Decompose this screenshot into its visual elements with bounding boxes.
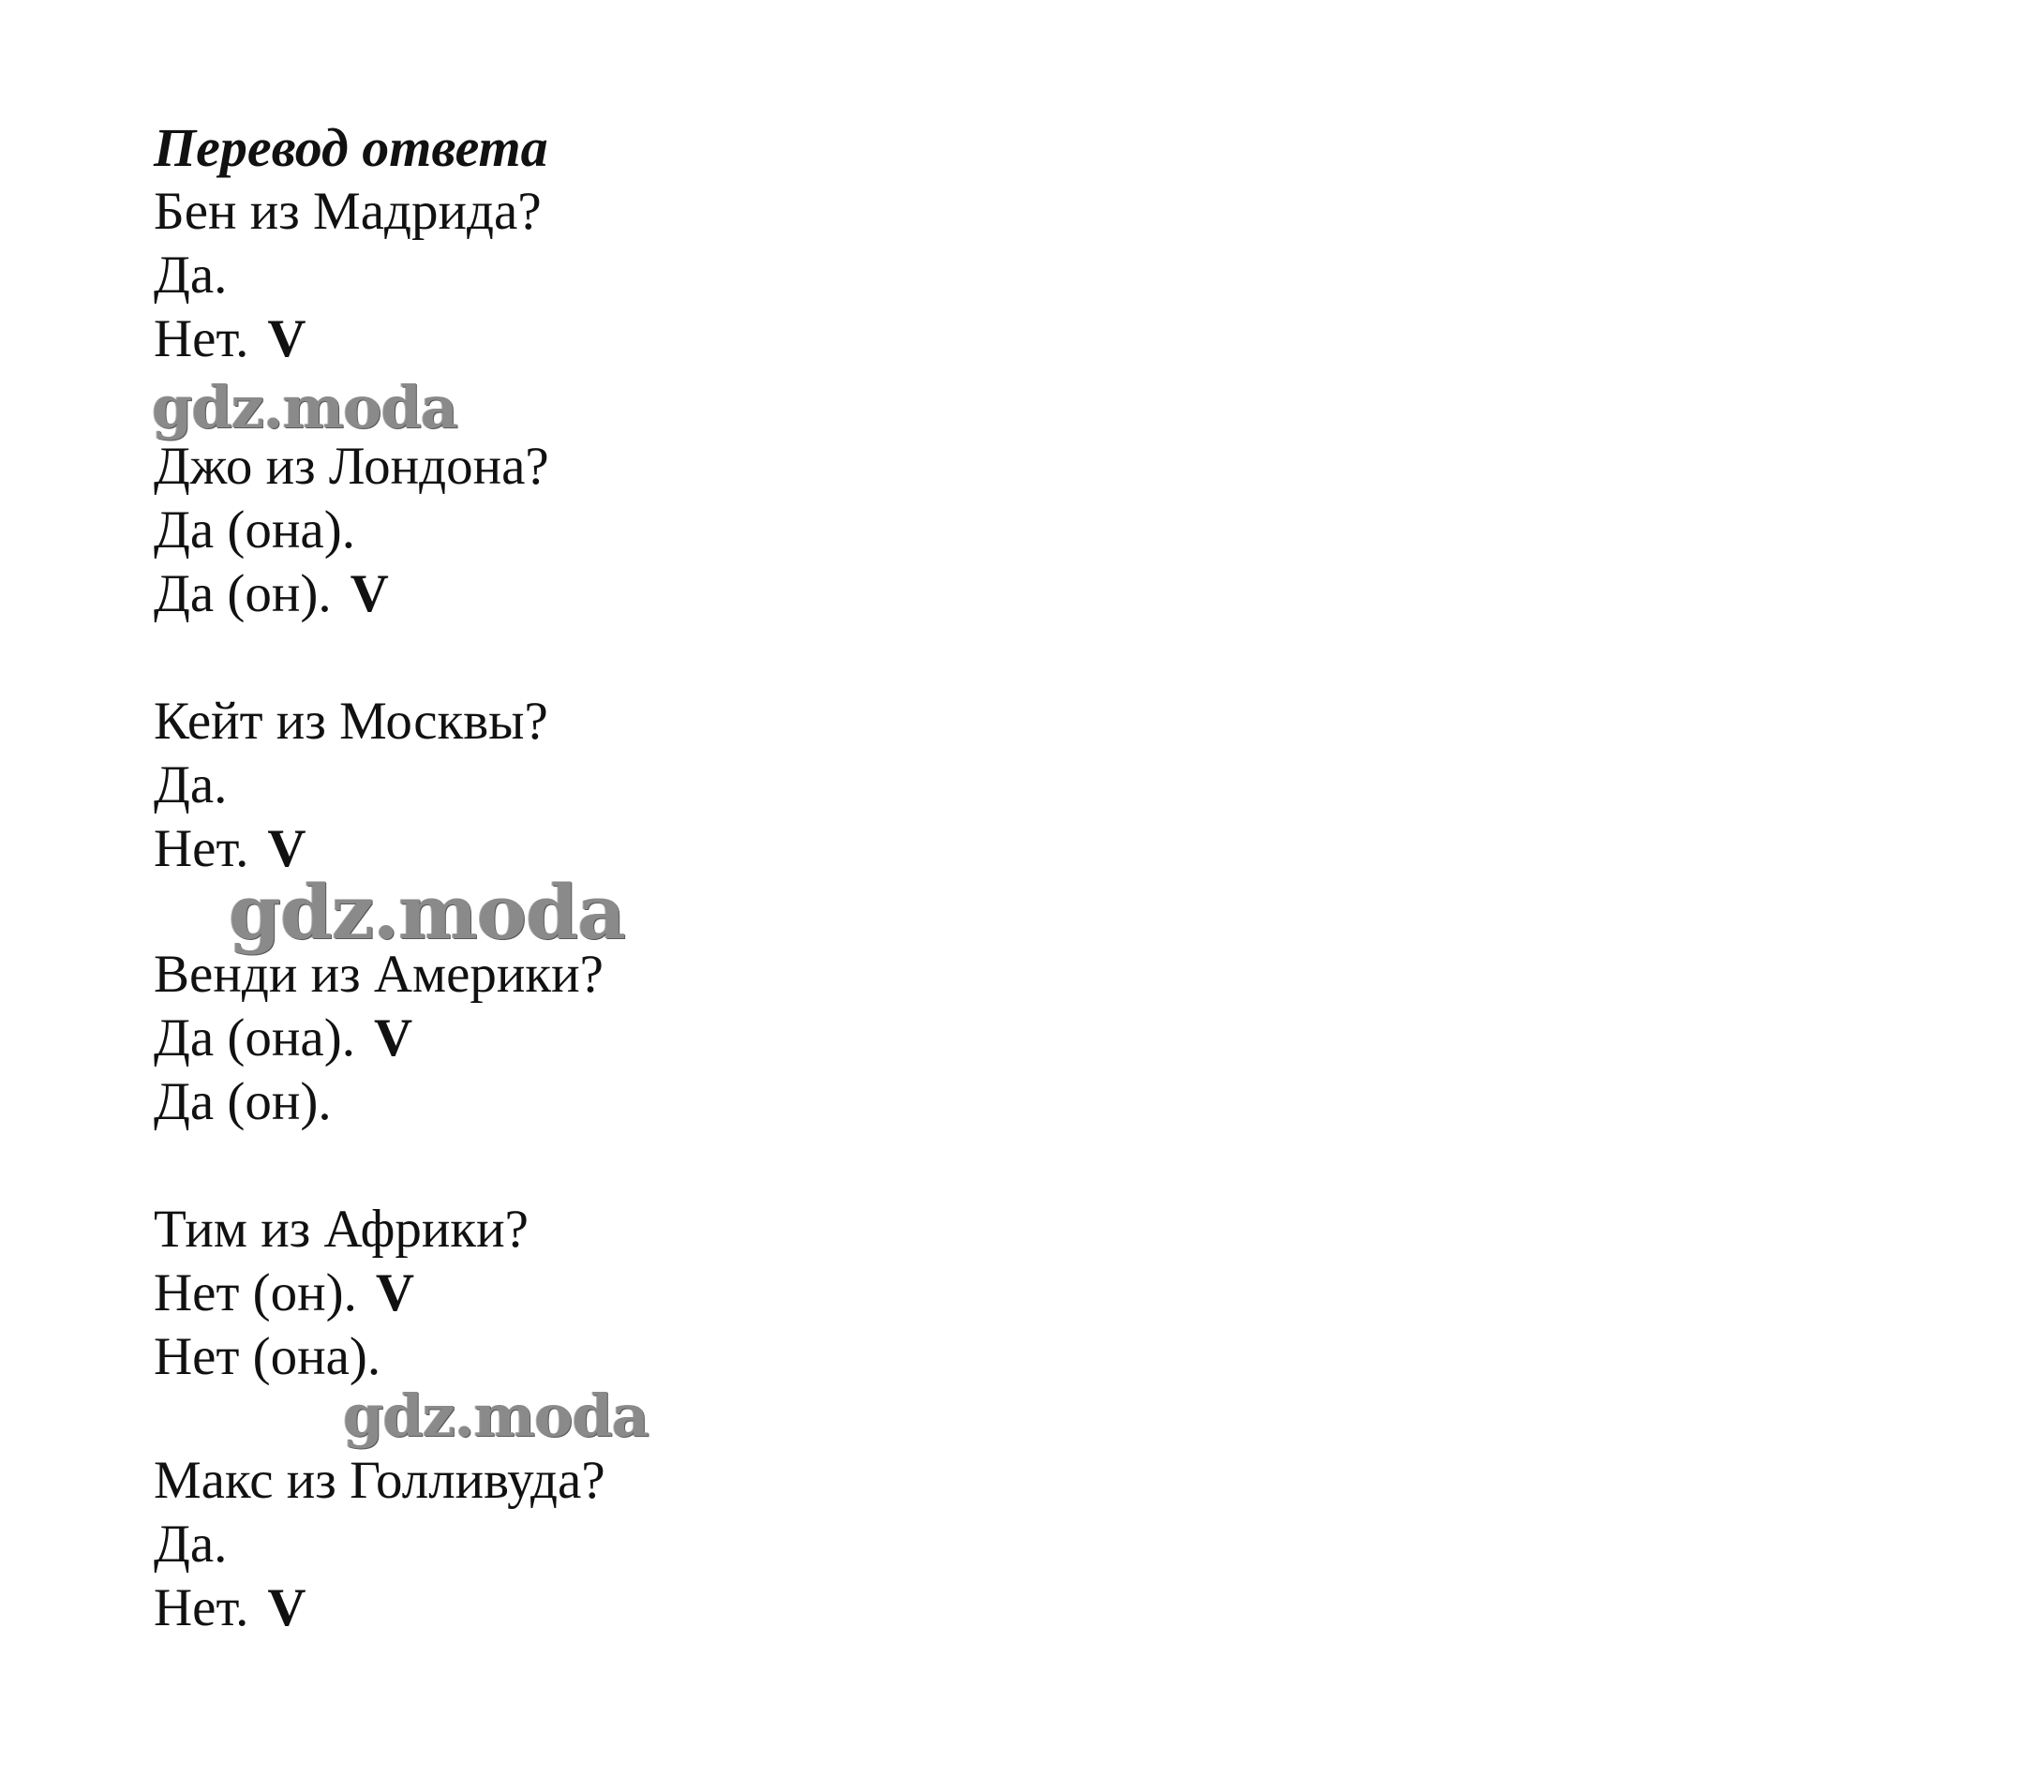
watermark: gdz.moda <box>343 1381 649 1450</box>
answer-text: Нет. <box>154 1578 249 1637</box>
answer-line <box>154 1576 306 1640</box>
answer-line <box>154 1007 412 1070</box>
answer-text: Да (он). <box>154 564 332 623</box>
answer-line <box>154 562 389 626</box>
check-mark: V <box>350 564 389 623</box>
answer-line <box>154 307 306 371</box>
answer-line <box>154 244 246 307</box>
answer-line <box>154 1070 351 1134</box>
answer-line <box>154 754 246 817</box>
check-mark: V <box>373 1008 413 1068</box>
answer-text: Да. <box>154 246 228 305</box>
answer-line <box>154 1262 414 1325</box>
answer-text: Да. <box>154 1515 228 1574</box>
question-line <box>154 180 542 244</box>
question-line <box>154 1449 605 1513</box>
question-line <box>154 435 549 499</box>
check-mark: V <box>375 1263 415 1322</box>
answer-line <box>154 1325 399 1389</box>
answer-line <box>154 499 374 562</box>
question-text: Бен из Мадрида? <box>154 182 542 241</box>
answer-text: Да. <box>154 755 228 814</box>
answer-text: Да (она). <box>154 500 355 560</box>
check-mark: V <box>267 819 306 878</box>
answer-text: Нет. <box>154 309 249 368</box>
answer-text: Да (он). <box>154 1072 332 1131</box>
question-line <box>154 1198 529 1262</box>
question-text: Макс из Голливуда? <box>154 1451 605 1510</box>
answer-text: Да (она). <box>154 1008 355 1068</box>
watermark: gdz.moda <box>152 373 457 441</box>
question-text: Джо из Лондона? <box>154 437 549 496</box>
answer-text: Нет (он). <box>154 1263 357 1322</box>
check-mark: V <box>267 309 306 368</box>
question-text: Венди из Америки? <box>154 945 604 1004</box>
check-mark: V <box>267 1578 306 1637</box>
question-line <box>154 690 548 754</box>
question-line <box>154 943 604 1007</box>
answer-line <box>154 1513 246 1576</box>
answer-text: Нет. <box>154 819 249 878</box>
document-title: Перевод ответа <box>154 117 548 178</box>
answer-text: Нет (она). <box>154 1327 381 1386</box>
watermark: gdz.moda <box>229 868 625 956</box>
question-text: Кейт из Москвы? <box>154 692 548 751</box>
question-text: Тим из Африки? <box>154 1200 529 1259</box>
